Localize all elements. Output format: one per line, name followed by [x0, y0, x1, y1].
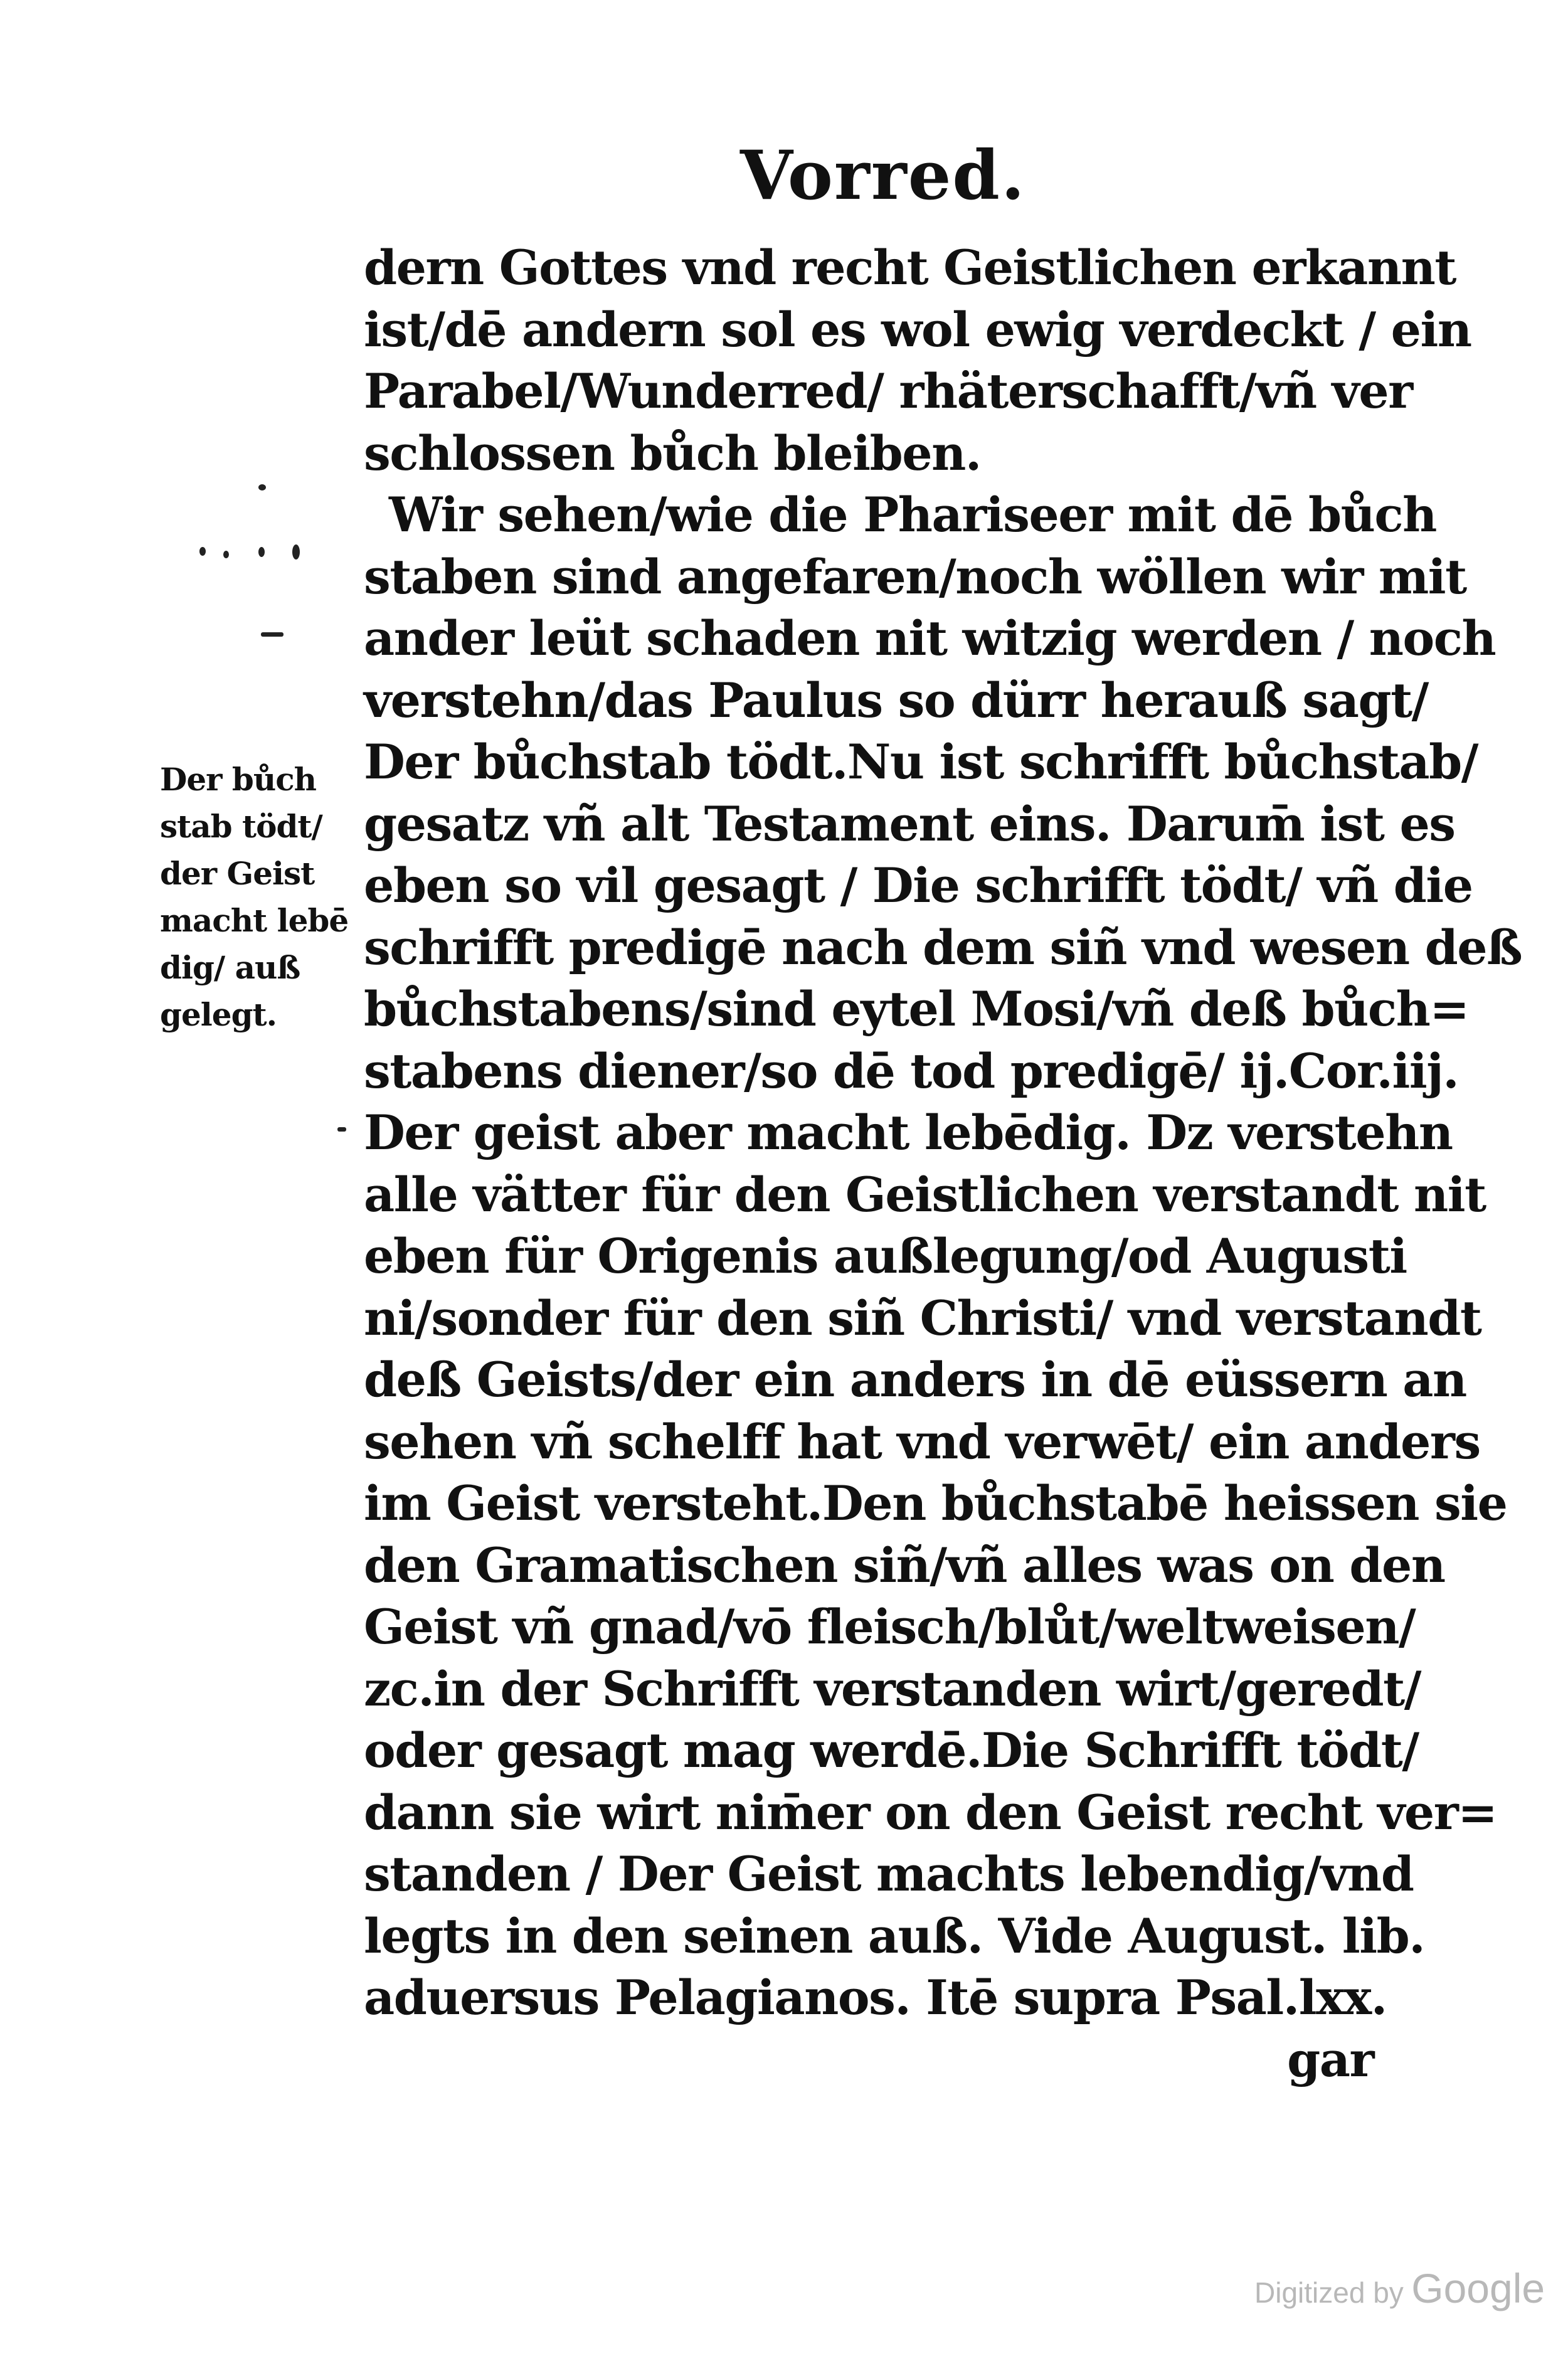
text-line: aduersus Pelagianos. Itē supra Psal.lxx.: [364, 1970, 1387, 2025]
text-line: sehen vñ schelff hat vnd verwēt/ ein anders: [364, 1413, 1480, 1470]
ink-speck: [258, 484, 266, 491]
text-line: Der bůchstab tödt.Nu ist schrifft bůchstab/: [364, 734, 1478, 790]
catchword: gar: [1287, 2031, 1374, 2087]
text-line: alle vätter für den Geistlichen verstandt nit: [364, 1166, 1486, 1223]
marginal-note-line: dig/ auß: [160, 949, 300, 986]
body-text: [364, 237, 1522, 2091]
text-line: bůchstabens/sind eytel Mosi/vñ deß bůch=: [364, 981, 1469, 1037]
text-line: Parabel/Wunderred/ rhäterschafft/vñ ver: [364, 363, 1412, 419]
text-line: schlossen bůch bleiben.: [364, 425, 981, 481]
text-line: schrifft predigē nach dem siñ vnd wesen deß: [364, 919, 1522, 975]
marginal-note-line: gelegt.: [160, 996, 277, 1033]
ink-speck: [223, 551, 229, 558]
running-head: Vorred.: [740, 136, 1026, 215]
text-line: staben sind angefaren/noch wöllen wir mit: [364, 548, 1466, 605]
google-logo: Google: [1411, 2265, 1545, 2311]
text-line: Geist vñ gnad/vō fleisch/blůt/weltweisen/: [364, 1599, 1416, 1655]
marginal-note-line: der Geist: [160, 855, 315, 892]
marginal-note-line: macht lebē: [160, 902, 349, 939]
ink-speck: [199, 547, 206, 556]
text-line: stabens diener/so dē tod predigē/ ij.Cor.iij.: [364, 1042, 1459, 1099]
text-line: den Gramatischen siñ/vñ alles was on den: [364, 1537, 1445, 1593]
ink-speck: [258, 547, 265, 557]
text-line: eben so vil gesagt / Die schrifft tödt/ vñ die: [364, 857, 1473, 913]
text-line: im Geist versteht.Den bůchstabē heissen sie: [364, 1475, 1507, 1531]
marginal-note: [160, 756, 361, 1038]
text-line: oder gesagt mag werdē.Die Schrifft tödt/: [364, 1722, 1419, 1778]
text-line: dern Gottes vnd recht Geistlichen erkannt: [364, 240, 1456, 295]
text-line: Der geist aber macht lebēdig. Dz verstehn: [364, 1105, 1453, 1160]
text-line: legts in den seinen auß. Vide August. lib.: [364, 1907, 1425, 1964]
marginal-note-line: Der bůch: [160, 761, 317, 798]
paragraph-start-line: Wir sehen/wie die Phariseer mit dē bůch: [389, 487, 1436, 543]
text-line: ander leüt schaden nit witzig werden / noch: [364, 610, 1496, 666]
text-line: ni/sonder für den siñ Christi/ vnd verstandt: [364, 1290, 1481, 1346]
text-line: ist/dē andern sol es wol ewig verdeckt / ein: [364, 301, 1471, 358]
text-line: eben für Origenis außlegung/od Augusti: [364, 1228, 1407, 1284]
text-line: gesatz vñ alt Testament eins. Darum̄ ist es: [364, 795, 1455, 852]
ink-speck: [261, 632, 283, 637]
text-line: zc.in der Schrifft verstanden wirt/geredt/: [364, 1660, 1421, 1717]
ink-speck: [337, 1127, 346, 1132]
marginal-note-line: stab tödt/: [160, 808, 322, 845]
text-line: dann sie wirt nim̄er on den Geist recht ver=: [364, 1784, 1497, 1840]
text-line: verstehn/das Paulus so dürr herauß sagt/: [364, 672, 1428, 728]
watermark-prefix: Digitized by: [1254, 2276, 1404, 2309]
ink-speck: [292, 544, 300, 560]
text-line: standen / Der Geist machts lebendig/vnd: [364, 1846, 1414, 1902]
digitized-by-google-watermark: [1254, 2264, 1543, 2315]
text-line: deß Geists/der ein anders in dē eüssern an: [364, 1352, 1466, 1408]
